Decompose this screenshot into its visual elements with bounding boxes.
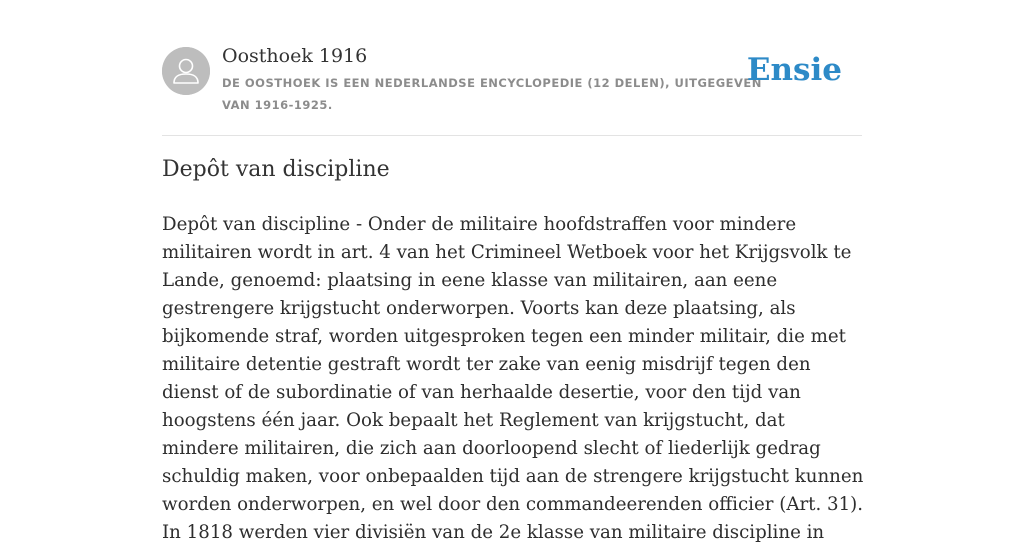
source-header: [162, 0, 862, 136]
page: [162, 0, 864, 543]
source-description: DE OOSTHOEK IS EEN NEDERLANDSE ENCYCLOPEDIE (12 DELEN), UITGEGEVEN VAN 1916-1925.: [222, 76, 762, 112]
article-title: Depôt van discipline: [162, 157, 390, 182]
source-avatar[interactable]: [162, 47, 210, 95]
article-body: Depôt van discipline - Onder de militaire hoofdstraffen voor mindere militairen wordt in art. 4 van het Crimineel Wetboek voor het Krijgsvolk te Lande, genoemd: plaatsing in eene klasse van militairen, aan eene gestrengere krijgstucht onderworpen. Voorts kan deze plaatsing, als bijkomende straf, worden uitgesproken tegen een minder militair, die met militaire detentie gestraft wordt ter zake van eenig misdrijf tegen den dienst of de subordinatie of van herhaalde desertie, voor den tijd van hoogstens één jaar. Ook bepaalt het Reglement van krijgstucht, dat mindere militairen, die zich aan doorloopend slecht of liederlijk gedrag schuldig maken, voor onbepaalden tijd aan de strengere krijgstucht kunnen worden onderworpen, en wel door den commandeerenden officier (Art. 31). In 1818 werden vier divisiën van de 2e klasse van militaire discipline in: [162, 214, 864, 543]
ensie-logo-link[interactable]: Ensie: [746, 52, 842, 88]
user-silhouette-icon: [162, 47, 210, 95]
source-title[interactable]: Oosthoek 1916: [222, 45, 368, 67]
